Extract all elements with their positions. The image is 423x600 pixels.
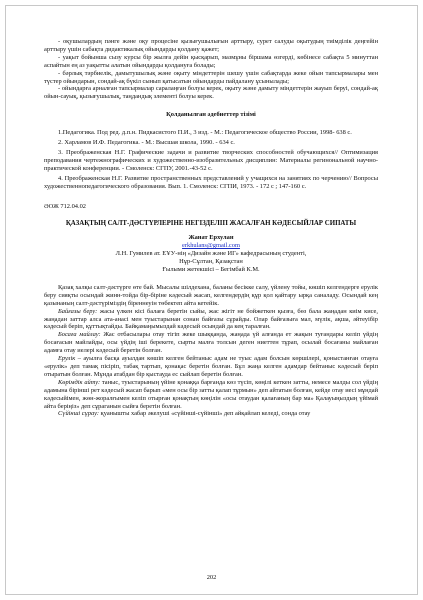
body-paragraph: Ерулік – ауылға басқа ауылдан көшіп келген бейтаныс адам не туыс адам болсын көршілері, қоныстанған отауға «ерулік» деп тамақ пісіріп, табақ тартып, қонақас беретін болған. Бұл жаңа келген адамдар бейтаныс кәдесый беріп отыратын болған. Мұнда атабдан бір қыстауда ес сыйлап беретін болған. xyxy=(44,355,378,378)
term-heading: Сүйінші сұрау: xyxy=(58,410,100,418)
body-paragraph: Босаға майлау: Жас отбасылары отау тігіп жеке шыққанда, жаңада үй алғанда ет жақын туғандары келіп үйдің босағасын майлайды, осы үйдің іші берекете, сырты малға толсын деген ниеттен тұрап, осылай босағаны майлаған адамға отау иелері кәдесый беретін болған. xyxy=(44,331,378,355)
reference-item: 2. Харламов И.Ф. Педагогика. - М.: Высшая школа, 1990. - 634 с. xyxy=(58,139,235,147)
term-heading: Ерулік xyxy=(58,355,76,363)
term-heading: Босаға майлау: xyxy=(58,331,101,339)
list-item: - оқушылардың пәнге және оқу процесіне қызығушылығын арттыру, сурет салуды оқытудың тиімділік деңгейін арттыру үшін сабақта дидактикалық ойындарды қолдану қажет; xyxy=(44,38,378,53)
body-paragraph: Көрімдік айту: таныс, туыстарының үйіне қонаққа барғанда көз түсіп, көңілі кеткен затты, немесе малды сол үйдің адамына бірінші рет кәдесый жасап барып «мен осы бір затты қалап тұрмын» деп айтатын болған, кейде отау иесі мұндай кәдесыйімен, жөн-жоралғымен келіп отырған қонақтың көңілін «осы отаудан қалағаның бар ма» Қалауыңыздың үйімай айта берiңiз» деп сұраганын сыйға беретін болған. xyxy=(44,378,379,410)
page-content xyxy=(44,38,378,418)
author-city: Нұр-Сұлтан, Қазақстан xyxy=(179,258,243,266)
list-item: - ойындарға арналған тапсырмалар саралаңған болуы керек, оқыту және дамыту міндеттерін жауып беруі, сондай-ақ ойын-сауық, қызығушылық, таңдандық элементі болуы керек. xyxy=(44,85,378,101)
list-item: - бәрлық тәрбиелік, дамытушылық және оқыту міндеттерін шешу үшін сабақтарда жеке ойын тапсырмалары мен түстер ойындарын, сондай-ақ бүкіл сынып қатысатын ойындарды пайдалану ұсынылады; xyxy=(44,69,378,85)
body-paragraph: Қазақ халқы салт-дәстүрге өте бай. Мысалы шілдехана, баланы бесікке салу, үйлену тойы, көшіп келгендерге ерулік беру сияқты осындай жинн-тойда бір-біріне кәдесый жасап, келгендердің құр қол қайтару ырқа саналаду. Осындай кең қазынаның салт-дәстүріміздің біреннеуін төбектеп айта кетейік. xyxy=(44,283,378,307)
term-heading: Көрімдік айту: xyxy=(58,378,101,386)
reference-item: 4. Преображенская Н.Г. Развитие пространственных представлений у учащихся на занятиях по черчению// Вопросы художественнопедагогического образования. Вып. 1. Смоленск: СГПИ, 1973. - 172 с ; 147-160 с. xyxy=(44,174,378,190)
reference-item: 3. Преображенская Н.Г. Графические задачи и развитие творческих способностей обучающихся// Оптимизация преподавания чертежнографических и художественно-изобразительных дисциплин: Материалы регинональной научно-практической конференции. - Смоленск: СГПУ, 2001.-43-52 с. xyxy=(44,148,378,172)
supervisor: Ғылыми жетекшісі – Бегімбай К.М. xyxy=(162,266,260,274)
term-heading: Байғазы беру: xyxy=(58,307,98,315)
body-paragraph: Байғазы беру: жасы үлкен кісі балаға беретін сыйы, жас жігіт не бойжеткен қызға, бөз бала жаңадан киім кисе, жаңадан заттар алса ата-анасі мен туыстарынан сонан байғазы сұрайды. Олар байғазыға мал, мүлік, ақша, әйтеуібір кәдесый беріп, құттықтайды. Байқамаңымыздай кәдесый осындай да кең таралған. xyxy=(44,307,378,331)
udc-code: ӘОЖ 712.04.02 xyxy=(44,202,86,210)
body-paragraph: Сүйінші сұрау: қуанышты хабар әкелуші «сүйінші-сүйінші» деп айқайлап келеді, сонда отау xyxy=(58,410,311,418)
reference-item: 1.Педагогика. Под ред. д.п.н. Пидкасистого П.И., 3 изд. - М.: Педагогическое общество России, 1998- 638 с. xyxy=(58,129,352,137)
article-title: ҚАЗАҚТЫҢ САЛТ-ДӘСТҮРЛЕРІНЕ НЕГІЗДЕЛІП ЖАСАЛҒАН КӘДЕСЫЙЛАР СИПАТЫ xyxy=(65,220,357,228)
page-number: 202 xyxy=(206,574,217,581)
list-item: - уақыт бойынша сызу курсы бір жылға дейін қысқарып, мазмұны біршама өзгерді, көбінесе сабақта 5 минуттан аспайтын ең аз уақытты алатын ойындарды қолдануға болады; xyxy=(44,53,378,69)
author-affiliation: Л.Н. Гумилев ат. ЕҰУ-нің «Дизайн және ИГ» кафедрасының студенті, xyxy=(115,250,307,258)
references-heading: Қолданылған әдебиеттер тізімі xyxy=(166,111,256,119)
author-name: Жанат Ерхулан xyxy=(188,234,234,242)
author-email-link[interactable]: erkhulans@gmail.com xyxy=(182,242,240,250)
